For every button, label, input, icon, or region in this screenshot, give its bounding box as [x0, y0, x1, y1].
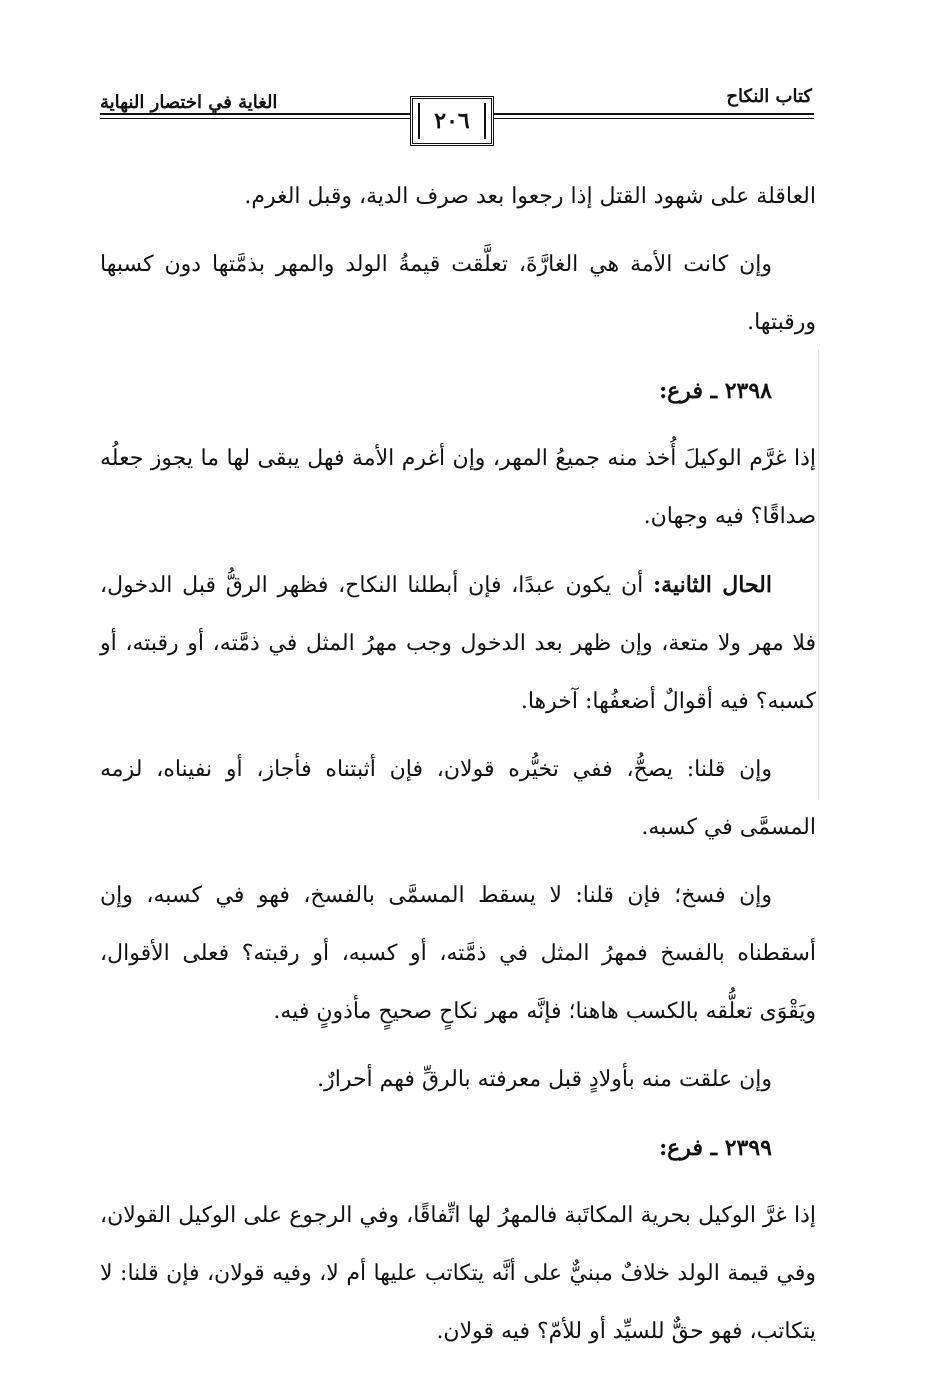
running-header-chapter: كتاب النكاح	[726, 86, 812, 107]
paragraph: إذا غرَّم الوكيلَ أُخذ منه جميعُ المهر، وإن أغرم الأمة فهل يبقى لها ما يجوز جعلُه صداقًا؟ فيه وجهان.	[100, 446, 816, 529]
section-heading-2399: ٢٣٩٩ ـ فرع:	[659, 1135, 772, 1161]
header-rule-right-thin	[494, 118, 814, 119]
margin-line	[818, 350, 819, 800]
paragraph: إذا غرَّ الوكيل بحرية المكاتَبة فالمهرُ لها اتِّفاقًا، وفي الرجوع على الوكيل القولان، وفي قيمة الولد خلافٌ مبنيٌّ على أنَّه يتكاتب عليها أم لا، وفيه قولان، فإن قلنا: لا يتكاتب، فهو حقٌّ للسيِّد أو للأمّ؟ فيه قولان.	[100, 1203, 816, 1344]
paragraph: وإن قلنا: يصحُّ، ففي تخيُّره قولان، فإن أثبتناه فأجاز، أو نفيناه، لزمه المسمَّى في كسبه.	[100, 757, 816, 840]
paragraph: وإن علقت منه بأولادٍ قبل معرفته بالرقِّ فهم أحرارٌ.	[317, 1067, 772, 1092]
page-number-frame	[410, 96, 494, 146]
paragraph-continuation: العاقلة على شهود القتل إذا رجعوا بعد صرف الدية، وقبل الغرم.	[244, 184, 816, 209]
section-heading-2398: ٢٣٩٨ ـ فرع:	[659, 378, 772, 404]
running-header-book-title: الغاية في اختصار النهاية	[100, 92, 278, 113]
header-rule-right	[494, 113, 814, 115]
paragraph: وإن كانت الأمة هي الغارَّةَ، تعلَّقت قيمةُ الولد والمهر بذمَّتها دون كسبها ورقبتها.	[100, 252, 816, 335]
header-rule-left-thin	[100, 118, 410, 119]
header-rule-left	[100, 113, 410, 115]
paragraph-lead: الحال الثانية:	[653, 572, 772, 598]
paragraph-text: أن يكون عبدًا، فإن أبطلنا النكاح، فظهر الرقُّ قبل الدخول، فلا مهر ولا متعة، وإن ظهر بعد الدخول وجب مهرُ المثل في ذمَّته، أو رقبته، أو كسبه؟ فيه أقوالٌ أضعفُها: آخرها.	[100, 573, 816, 714]
page-number: ٢٠٦	[434, 108, 470, 134]
paragraph-with-lead	[100, 556, 816, 731]
page-body	[100, 168, 816, 1371]
paragraph: وإن فسخ؛ فإن قلنا: لا يسقط المسمَّى بالفسخ، فهو في كسبه، وإن أسقطناه بالفسخ فمهرُ المثل في ذمَّته، أو كسبه، أو رقبته؟ فعلى الأقوال، ويَقْوَى تعلُّقه بالكسب هاهنا؛ فإنَّه مهر نكاحٍ صحيحٍ مأذونٍ فيه.	[100, 883, 816, 1024]
